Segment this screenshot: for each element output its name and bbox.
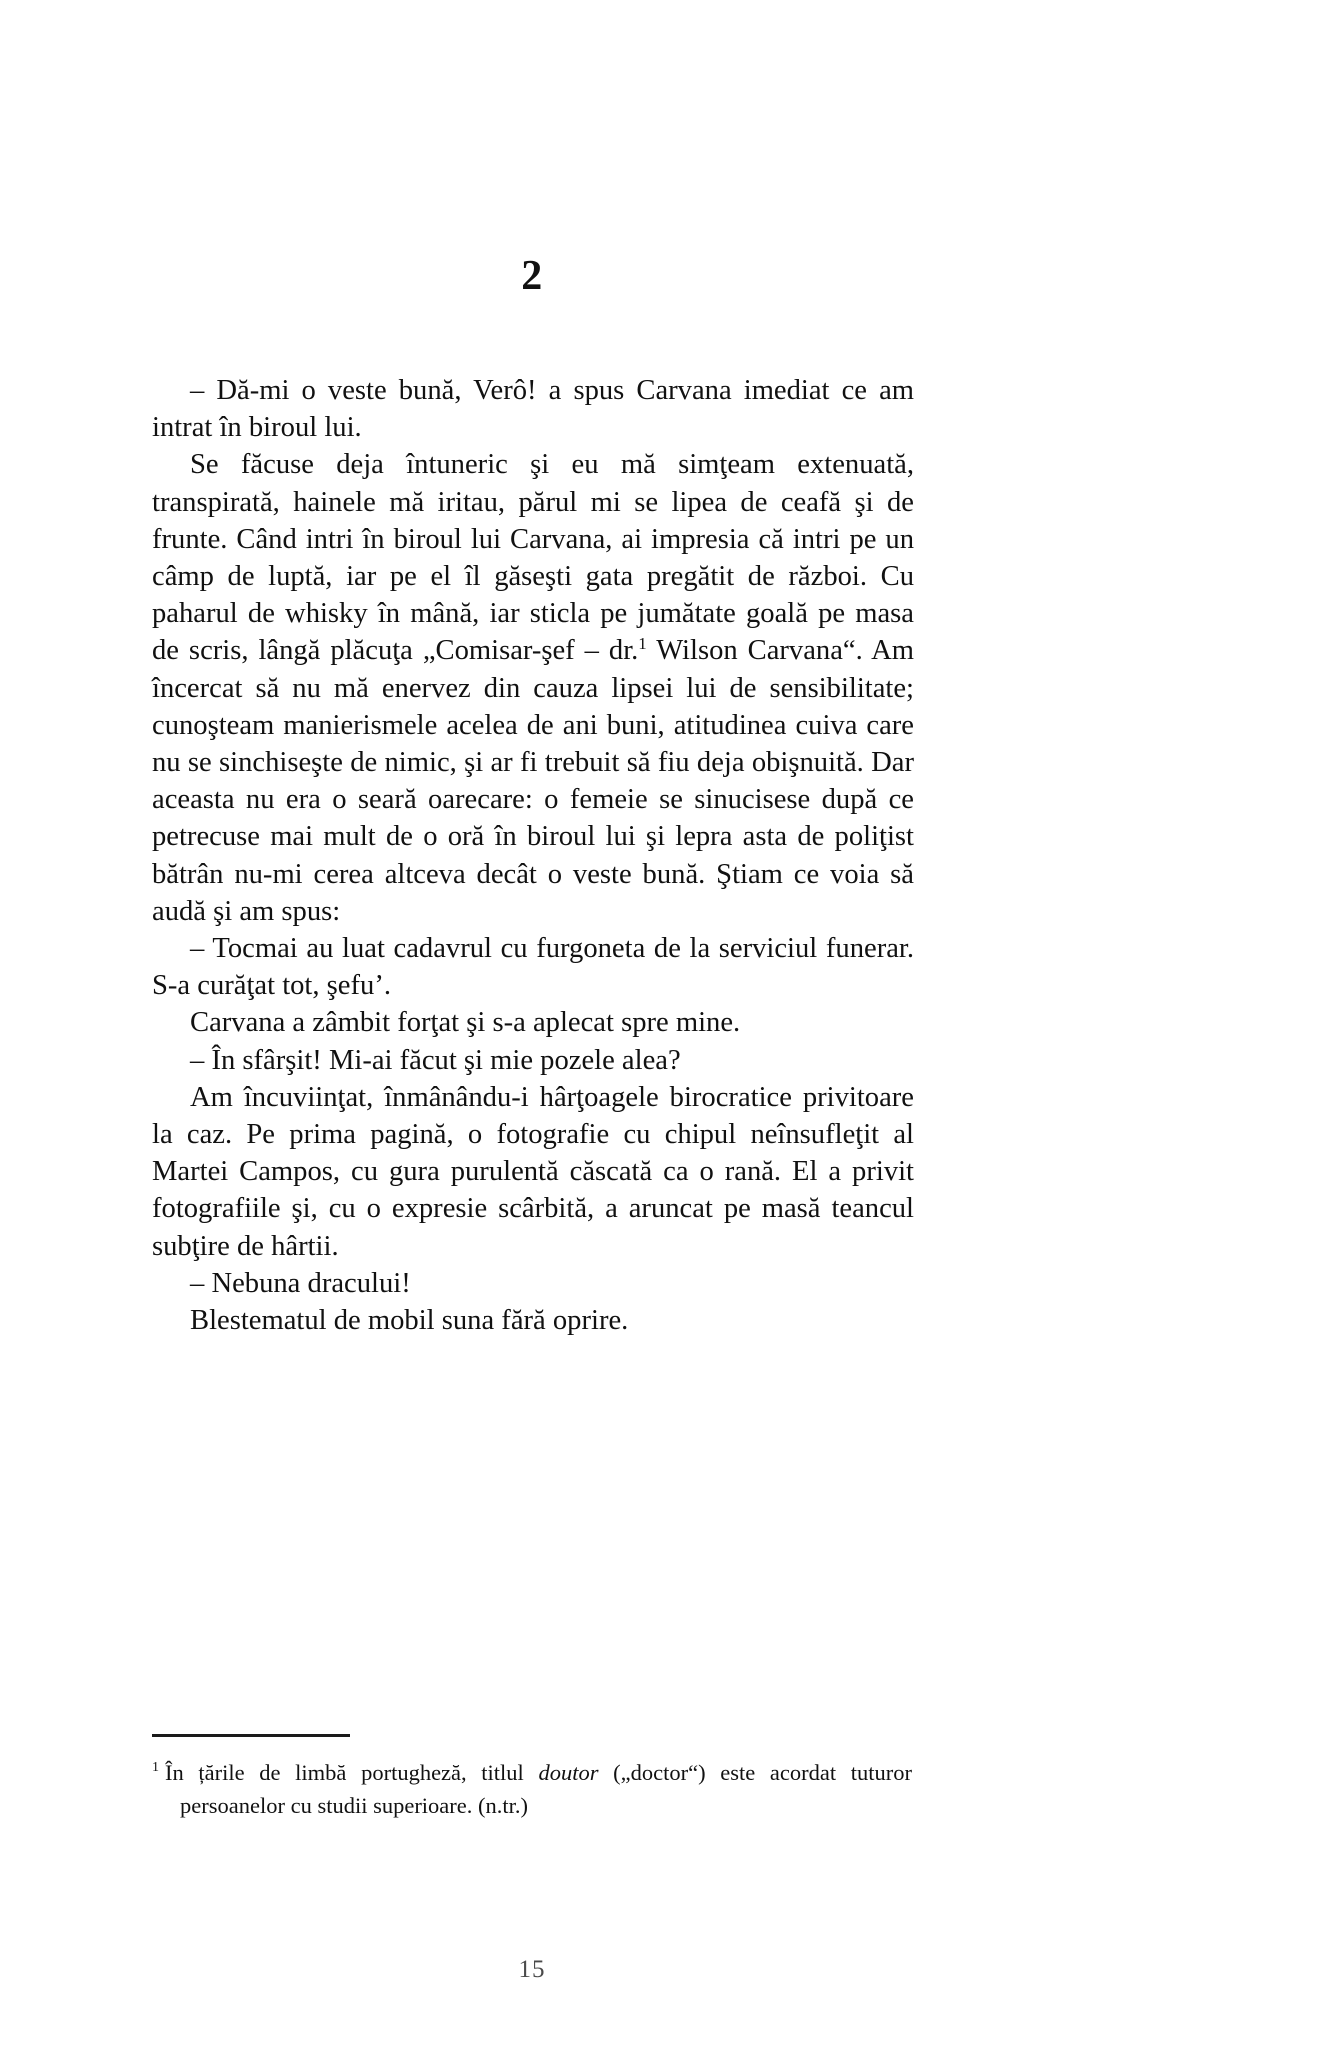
chapter-number: 2 (521, 253, 543, 299)
paragraph (152, 372, 914, 446)
paragraph (152, 1004, 914, 1041)
footnote-block (152, 1756, 912, 1822)
paragraph-text: – În sfârşit! Mi-ai făcut şi mie pozele alea? (190, 1044, 681, 1076)
footnote-text (152, 1756, 912, 1822)
paragraph (152, 1302, 914, 1339)
paragraph (152, 1079, 914, 1265)
paragraph (152, 446, 914, 930)
footnote-italic-term: doutor (538, 1760, 599, 1785)
paragraph-text: – Nebuna dracului! (190, 1267, 411, 1299)
paragraph-text-part-2: Wilson Carvana“. Am încercat să nu mă enervez din cauza lipsei lui de sensibilitate; cunoşteam manierismele acelea de ani buni, atitudinea cuiva care nu se sinchiseşte de nimic, şi ar fi trebuit să fiu deja obişnuită. Dar aceasta nu era o seară oarecare: o femeie se sinucisese după ce petrecuse mai mult de o oră în biroul lui şi lepra asta de poliţist bătrân nu-mi cerea altceva decât o veste bună. Ştiam ce voia să audă şi am spus: (152, 635, 914, 927)
footnote-text-before: În țările de limbă portugheză, titlul (165, 1760, 539, 1785)
paragraph-text: – Tocmai au luat cadavrul cu furgoneta de la serviciul funerar. S-a curăţat tot, şefu’. (152, 933, 914, 1002)
footnote-reference-marker[interactable]: 1 (638, 634, 647, 654)
paragraph (152, 930, 914, 1004)
paragraph-text-part-1: Se făcuse deja întuneric şi eu mă simţeam extenuată, transpirată, hainele mă iritau, părul mi se lipea de ceafă şi de frunte. Când intri în biroul lui Carvana, ai impresia că intri pe un câmp de luptă, iar pe el îl găseşti gata pregătit de război. Cu paharul de whisky în mână, iar sticla pe jumătate goală pe masa de scris, lângă plăcuţa „Comisar-şef – dr. (152, 449, 914, 667)
paragraph-text: Blestematul de mobil suna fără oprire. (190, 1305, 629, 1337)
paragraph-text: Carvana a zâmbit forţat şi s-a aplecat spre mine. (190, 1007, 741, 1039)
page-number-folio: 15 (518, 1956, 546, 1983)
paragraph (152, 1265, 914, 1302)
footnote-text-after: („doctor“) este acordat tuturor persoanelor cu studii superioare. (n.tr.) (180, 1760, 912, 1818)
footnote-separator-rule (152, 1734, 350, 1737)
paragraph (152, 1042, 914, 1079)
paragraph-text: Am încuviinţat, înmânându-i hârţoagele birocratice privitoare la caz. Pe prima pagină, o fotografie cu chipul neînsufleţit al Martei Campos, cu gura purulentă căscată ca o rană. El a privit fotografiile şi, cu o expresie scârbită, a aruncat pe masă teancul subţire de hârtii. (152, 1081, 914, 1262)
paragraph-text: – Dă-mi o veste bună, Verô! a spus Carvana imediat ce am intrat în biroul lui. (152, 375, 914, 444)
footnote-marker: 1 (152, 1760, 159, 1775)
body-text-block (152, 372, 914, 1339)
